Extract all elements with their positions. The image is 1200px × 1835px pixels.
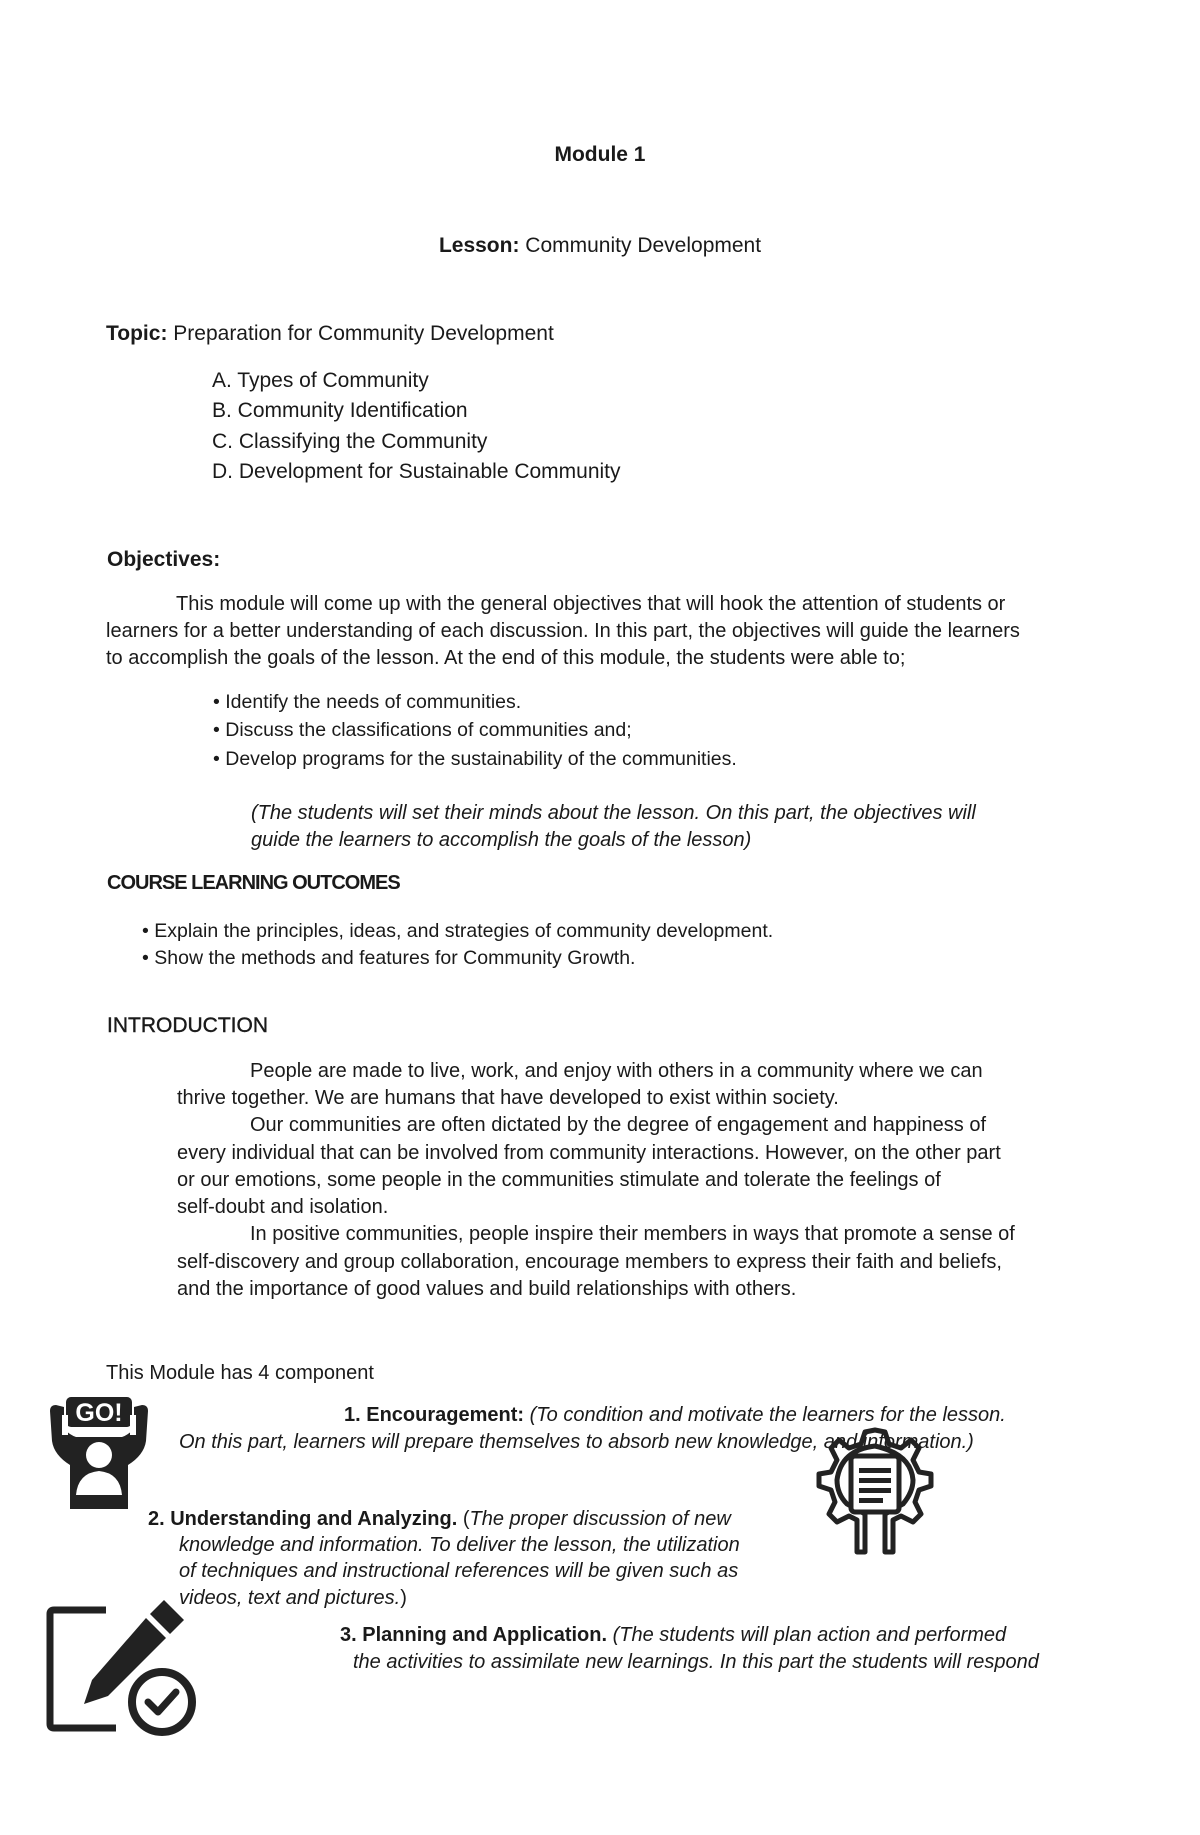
go-badge-text: GO! <box>75 1399 123 1427</box>
component-2-label: 2. Understanding and Analyzing. <box>148 1508 458 1530</box>
objectives-heading: Objectives: <box>107 548 221 571</box>
component-3-label: 3. Planning and Application. <box>340 1624 608 1646</box>
intro-line: Our communities are often dictated by the degree of engagement and happiness of <box>250 1114 987 1136</box>
intro-line: People are made to live, work, and enjoy with others in a community where we can <box>250 1060 983 1082</box>
module-title: Module 1 <box>554 143 646 166</box>
topic-line <box>106 320 554 347</box>
introduction-heading: INTRODUCTION <box>107 1014 268 1037</box>
edit-check-icon <box>46 1600 202 1736</box>
objectives-note-line: (The students will set their minds about the lesson. On this part, the objectives will <box>251 802 976 824</box>
intro-line: thrive together. We are humans that have developed to exist within society. <box>177 1087 839 1109</box>
objectives-text-line: to accomplish the goals of the lesson. At the end of this module, the students were able to; <box>106 647 906 669</box>
clo-bullet: • Show the methods and features for Community Growth. <box>142 947 636 969</box>
component-2-line: videos, text and pictures.) <box>179 1587 407 1609</box>
objectives-text-line: This module will come up with the general objectives that will hook the attention of students or <box>176 593 1006 615</box>
component-2-line: knowledge and information. To deliver the lesson, the utilization <box>179 1534 740 1556</box>
topic-item: D. Development for Sustainable Community <box>212 460 621 483</box>
topic-item: A. Types of Community <box>212 369 429 392</box>
go-hand-icon <box>48 1393 150 1511</box>
topic-item: B. Community Identification <box>212 399 468 422</box>
component-3-line: the activities to assimilate new learnings. In this part the students will respond <box>353 1651 1039 1673</box>
intro-line: In positive communities, people inspire their members in ways that promote a sense of <box>250 1223 1015 1245</box>
gear-document-icon <box>815 1424 935 1556</box>
component-3-text: (The students will plan action and performed <box>612 1624 1007 1646</box>
lesson-label: Lesson: <box>438 234 520 257</box>
objectives-text-line: learners for a better understanding of each discussion. In this part, the objectives will guide the learners <box>106 620 1020 642</box>
objective-bullet: • Develop programs for the sustainability of the communities. <box>213 748 737 770</box>
component-1-line: On this part, learners will prepare themselves to absorb new knowledge, and information.) <box>179 1431 974 1453</box>
topic-item: C. Classifying the Community <box>212 430 488 453</box>
intro-line: or our emotions, some people in the communities stimulate and tolerate the feelings of <box>177 1169 941 1191</box>
clo-bullet: • Explain the principles, ideas, and strategies of community development. <box>142 920 774 942</box>
components-intro: This Module has 4 component <box>106 1362 374 1384</box>
component-2-line: of techniques and instructional references will be given such as <box>179 1560 739 1582</box>
intro-line: and the importance of good values and build relationships with others. <box>177 1278 797 1300</box>
lesson-line <box>0 232 1200 259</box>
component-1-text: (To condition and motivate the learners for the lesson. <box>529 1404 1006 1426</box>
component-2-line: 2. Understanding and Analyzing. (The proper discussion of new <box>148 1508 731 1530</box>
component-3-line <box>340 1622 1006 1649</box>
topic-label: Topic: <box>106 322 168 345</box>
intro-line: self-doubt and isolation. <box>177 1196 389 1218</box>
component-1-label: 1. Encouragement: <box>344 1404 525 1426</box>
clo-heading: COURSE LEARNING OUTCOMES <box>107 872 400 894</box>
objectives-note-line: guide the learners to accomplish the goals of the lesson) <box>251 829 752 851</box>
objective-bullet: • Identify the needs of communities. <box>213 691 522 713</box>
intro-line: every individual that can be involved from community interactions. However, on the other part <box>177 1142 1001 1164</box>
objective-bullet: • Discuss the classifications of communities and; <box>213 719 632 741</box>
intro-line: self-discovery and group collaboration, encourage members to express their faith and beliefs, <box>177 1251 1002 1273</box>
component-2-text: The proper discussion of new <box>469 1508 731 1530</box>
topic-value: Preparation for Community Development <box>173 322 554 345</box>
lesson-value: Community Development <box>525 234 762 257</box>
